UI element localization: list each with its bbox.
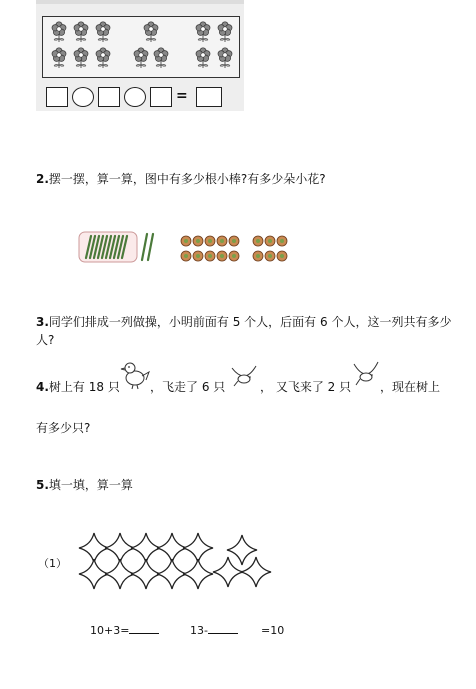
stars-figure	[72, 532, 282, 596]
question-5	[36, 476, 133, 494]
answer-square-3	[150, 87, 172, 107]
question-3-number: 3.	[36, 315, 49, 329]
answer-circle-1	[72, 87, 94, 107]
equation-2-blank[interactable]	[208, 633, 238, 634]
equals-sign: =	[176, 88, 188, 104]
question-2-number: 2.	[36, 172, 49, 186]
question-4-number: 4.	[36, 380, 49, 394]
question-3-line1: 同学们排成一列做操，小明前面有 5 个人，后面有 6 个人，这一列共有多少	[48, 315, 452, 329]
question-5-text: 填一填，算一算	[48, 478, 133, 492]
flower-group-middle	[134, 22, 168, 68]
equation-1-blank[interactable]	[129, 633, 159, 634]
star-group-3	[213, 535, 271, 587]
question-4-part4: ，现在树上	[380, 380, 441, 394]
figure-top-edge	[36, 0, 244, 4]
question-4-part1-wrap	[36, 378, 120, 396]
equation-1-text: 10+3=	[90, 624, 130, 637]
loose-sticks	[142, 234, 153, 260]
flower-panel	[42, 16, 240, 78]
equation-1	[90, 622, 159, 640]
bird-sitting-icon	[120, 358, 150, 390]
question-5-number: 5.	[36, 478, 49, 492]
question-3-line2: 人?	[36, 333, 55, 347]
question-4-part3: ， 又飞来了 2 只	[260, 380, 352, 394]
flower-row-1	[181, 236, 287, 246]
answer-circle-2	[124, 87, 146, 107]
sub-question-1-label: （1）	[38, 557, 67, 570]
answer-square-2	[98, 87, 120, 107]
flowers-svg	[43, 17, 239, 77]
equation-2-result: =10	[261, 624, 285, 637]
flower-group-left	[52, 22, 110, 68]
flower-shape-figure	[36, 0, 244, 111]
question-4-part1: 树上有 18 只	[48, 380, 120, 394]
answer-square-1	[46, 87, 68, 107]
sticks-figure	[78, 230, 160, 264]
answer-square-4	[196, 87, 222, 107]
equation-2	[190, 622, 238, 640]
flower-group-right	[196, 22, 232, 68]
flower-row-2	[181, 251, 287, 261]
question-2-text: 摆一摆，算一算，图中有多少根小棒?有多少朵小花?	[48, 172, 326, 186]
bird-flying-icon-2	[352, 360, 380, 388]
small-flowers-figure	[180, 234, 296, 264]
star-grid-10	[79, 533, 213, 589]
question-2	[36, 170, 326, 188]
question-3	[36, 313, 451, 331]
question-4-line2: 有多少只?	[36, 421, 91, 435]
bird-flying-icon-1	[230, 362, 258, 388]
equation-2-text: 13-	[190, 624, 208, 637]
question-4-part2: ，飞走了 6 只	[150, 380, 226, 394]
